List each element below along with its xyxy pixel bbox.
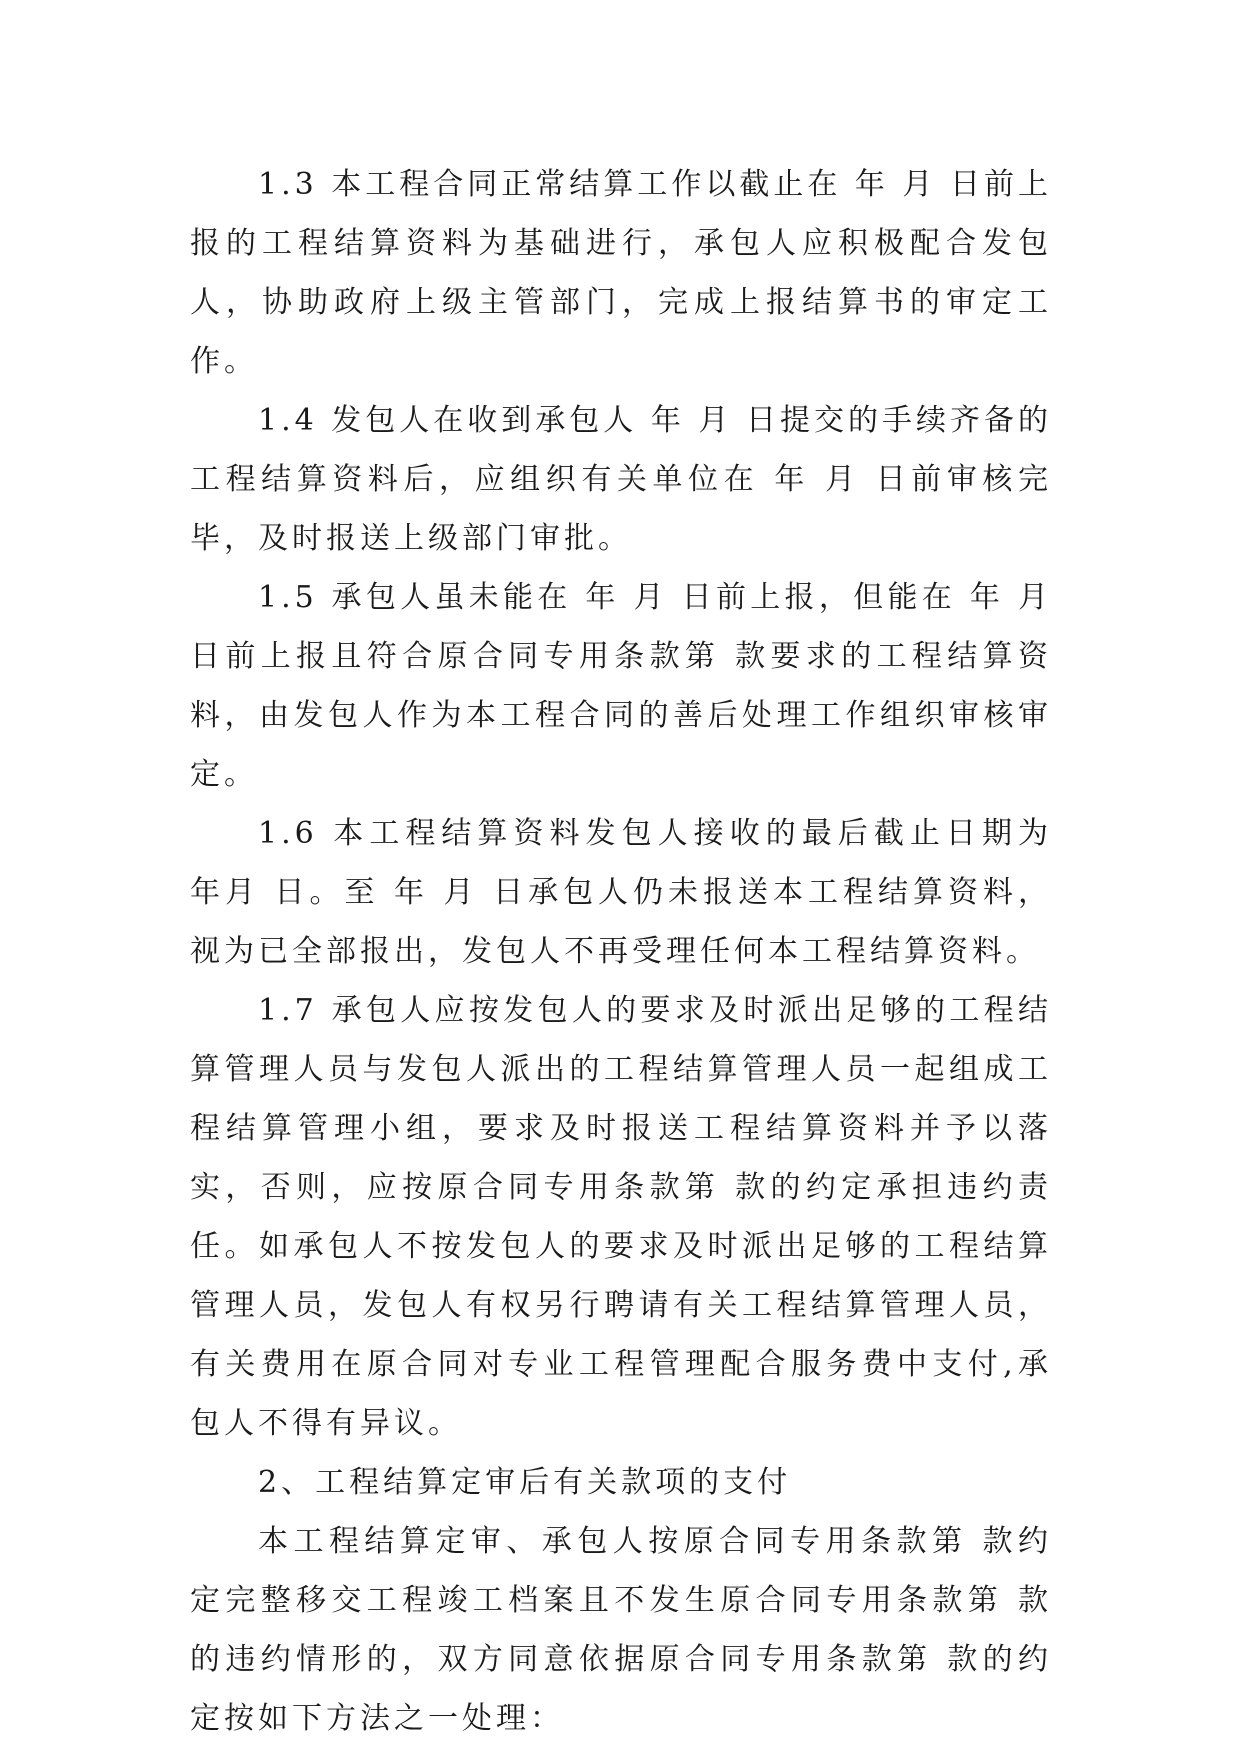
- clause-1-4: 1.4 发包人在收到承包人 年 月 日提交的手续齐备的工程结算资料后，应组织有关单位在 年 月 日前审核完毕，及时报送上级部门审批。: [190, 403, 1052, 556]
- clause-1-5: 1.5 承包人虽未能在 年 月 日前上报，但能在 年 月日前上报且符合原合同专用条款第 款要求的工程结算资料，由发包人作为本工程合同的善后处理工作组织审核审定。: [190, 580, 1052, 792]
- section-2-heading: 2、工程结算定审后有关款项的支付: [258, 1465, 792, 1500]
- clause-1-7: 1.7 承包人应按发包人的要求及时派出足够的工程结算管理人员与发包人派出的工程结算管理人员一起组成工程结算管理小组，要求及时报送工程结算资料并予以落实，否则，应按原合同专用条款第 款的约定承担违约责任。如承包人不按发包人的要求及时派出足够的工程结算管理人员，发包人有权另行聘请有关工程结算管理人员，有关费用在原合同对专业工程管理配合服务费中支付,承包人不得有异议。: [190, 993, 1052, 1441]
- clause-1-3: 1.3 本工程合同正常结算工作以截止在 年 月 日前上报的工程结算资料为基础进行，承包人应积极配合发包人，协助政府上级主管部门，完成上报结算书的审定工作。: [190, 167, 1052, 379]
- clause-1-6: 1.6 本工程结算资料发包人接收的最后截止日期为 年月 日。至 年 月 日承包人仍未报送本工程结算资料，视为已全部报出，发包人不再受理任何本工程结算资料。: [190, 816, 1052, 969]
- document-body: [190, 155, 1052, 1748]
- section-2-body: 本工程结算定审、承包人按原合同专用条款第 款约定完整移交工程竣工档案且不发生原合同专用条款第 款的违约情形的，双方同意依据原合同专用条款第 款的约定按如下方法之一处理：: [190, 1524, 1052, 1736]
